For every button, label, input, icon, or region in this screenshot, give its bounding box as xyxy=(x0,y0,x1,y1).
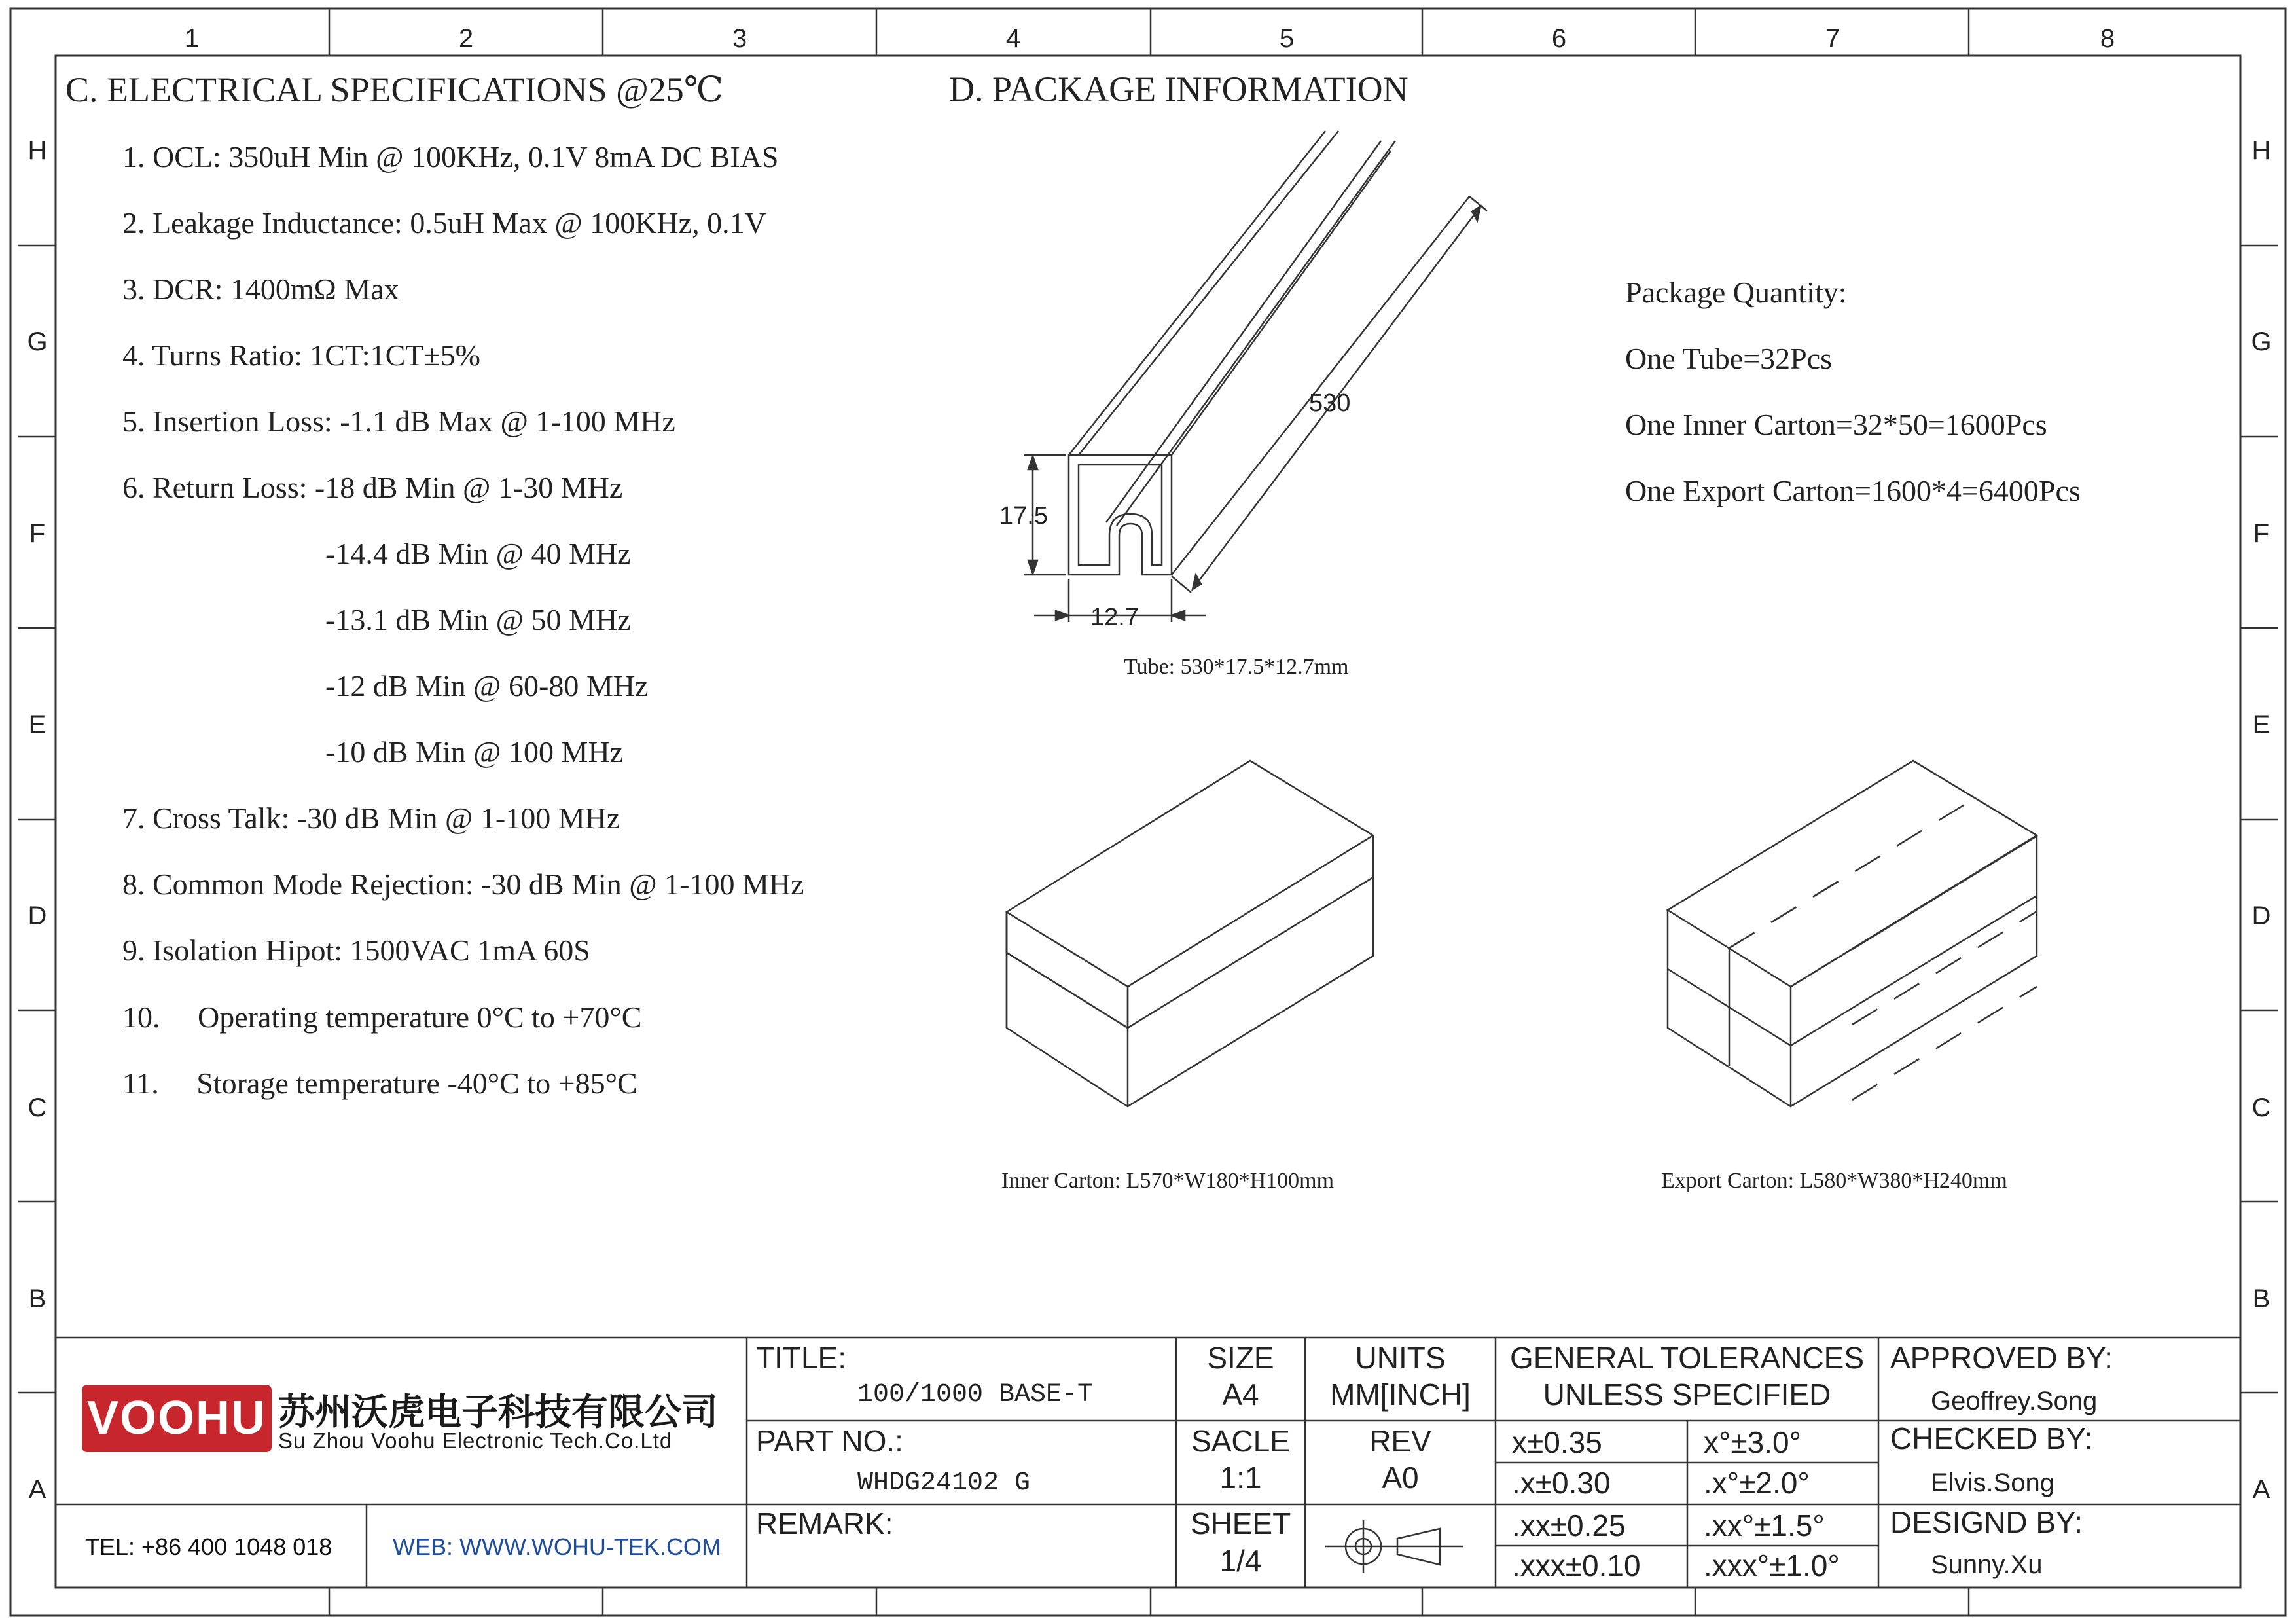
zone-col-7: 7 xyxy=(1825,24,1840,53)
zone-row-c-left: C xyxy=(27,1093,47,1122)
sheet-label: SHEET xyxy=(1190,1506,1291,1541)
inner-carton-drawing xyxy=(1007,761,1373,1028)
zone-row-e-left: E xyxy=(28,710,46,739)
rev-label: REV xyxy=(1369,1424,1431,1458)
zone-row-e-right: E xyxy=(2252,710,2270,739)
zone-row-d-left: D xyxy=(27,902,47,930)
qty-inner-carton: One Inner Carton=32*50=1600Pcs xyxy=(1625,408,2047,441)
inner-carton-caption: Inner Carton: L570*W180*H100mm xyxy=(1001,1169,1335,1193)
package-quantity-title: Package Quantity: xyxy=(1625,276,1847,309)
sheet-value: 1/4 xyxy=(1219,1544,1262,1578)
tube-caption: Tube: 530*17.5*12.7mm xyxy=(1124,655,1349,679)
package-info-title: D. PACKAGE INFORMATION xyxy=(949,69,1408,109)
part-no-value: WHDG24102 G xyxy=(857,1468,1031,1498)
spec-turns-ratio: 4. Turns Ratio: 1CT:1CT±5% xyxy=(122,338,480,372)
part-no-label: PART NO.: xyxy=(756,1424,903,1458)
spec-return-loss-100mhz: -10 dB Min @ 100 MHz xyxy=(325,735,624,769)
zone-row-c-right: C xyxy=(2251,1093,2271,1122)
tube-width-label: 12.7 xyxy=(1090,604,1139,631)
spec-operating-temperature: 10. Operating temperature 0°C to +70°C xyxy=(122,1000,642,1034)
zone-row-a-right: A xyxy=(2252,1475,2270,1504)
export-carton-caption: Export Carton: L580*W380*H240mm xyxy=(1661,1169,2007,1193)
tol-linear-2: .xx±0.25 xyxy=(1512,1508,1626,1542)
zone-row-g-left: G xyxy=(27,327,48,356)
zone-col-5: 5 xyxy=(1279,24,1295,53)
tol-angular-2: .xx°±1.5° xyxy=(1704,1508,1825,1542)
logo-text: VOOHU xyxy=(86,1392,267,1444)
remark-label: REMARK: xyxy=(756,1506,893,1541)
rev-value: A0 xyxy=(1382,1461,1419,1495)
qty-export-carton: One Export Carton=1600*4=6400Pcs xyxy=(1625,474,2081,507)
tol-linear-3: .xxx±0.10 xyxy=(1512,1548,1641,1582)
tol-angular-0: x°±3.0° xyxy=(1704,1425,1801,1459)
checked-by-label: CHECKED BY: xyxy=(1890,1421,2093,1455)
tube-drawing xyxy=(1024,131,1487,622)
designed-by-value: Sunny.Xu xyxy=(1931,1550,2043,1579)
zone-row-f-right: F xyxy=(2253,519,2270,548)
company-tel: TEL: +86 400 1048 018 xyxy=(85,1533,332,1560)
zone-row-g-right: G xyxy=(2251,327,2272,356)
company-web-link[interactable]: WEB: WWW.WOHU-TEK.COM xyxy=(393,1533,721,1560)
company-name-en: Su Zhou Voohu Electronic Tech.Co.Ltd xyxy=(278,1429,673,1453)
zone-row-b-left: B xyxy=(28,1285,46,1313)
units-value: MM[INCH] xyxy=(1330,1377,1471,1412)
units-label: UNITS xyxy=(1355,1341,1446,1375)
spec-insertion-loss: 5. Insertion Loss: -1.1 dB Max @ 1-100 MHz xyxy=(122,405,675,438)
zone-col-8: 8 xyxy=(2100,24,2115,53)
size-value: A4 xyxy=(1222,1377,1259,1412)
spec-isolation-hipot: 9. Isolation Hipot: 1500VAC 1mA 60S xyxy=(122,934,590,967)
spec-dcr: 3. DCR: 1400mΩ Max xyxy=(122,272,399,306)
spec-cross-talk: 7. Cross Talk: -30 dB Min @ 1-100 MHz xyxy=(122,801,620,835)
spec-common-mode-rejection: 8. Common Mode Rejection: -30 dB Min @ 1-100 MHz xyxy=(122,867,804,901)
zone-row-h-left: H xyxy=(27,136,47,165)
spec-storage-temperature: 11. Storage temperature -40°C to +85°C xyxy=(122,1067,637,1100)
zone-col-1: 1 xyxy=(184,24,200,53)
tube-height-label: 17.5 xyxy=(999,502,1048,530)
scale-value: 1:1 xyxy=(1219,1461,1262,1495)
spec-return-loss: 6. Return Loss: -18 dB Min @ 1-30 MHz xyxy=(122,471,623,504)
spec-ocl: 1. OCL: 350uH Min @ 100KHz, 0.1V 8mA DC BIAS xyxy=(122,140,779,173)
qty-one-tube: One Tube=32Pcs xyxy=(1625,342,1833,375)
zone-col-4: 4 xyxy=(1005,24,1021,53)
checked-by-value: Elvis.Song xyxy=(1931,1468,2054,1497)
export-carton-tape xyxy=(1729,798,2037,1100)
tube-length-label: 530 xyxy=(1309,390,1351,417)
size-label: SIZE xyxy=(1207,1341,1274,1375)
zone-col-2: 2 xyxy=(458,24,474,53)
title-value: 100/1000 BASE-T xyxy=(857,1380,1094,1410)
tolerances-title: GENERAL TOLERANCES xyxy=(1509,1341,1865,1375)
projection-symbol xyxy=(1325,1520,1463,1573)
tol-linear-0: x±0.35 xyxy=(1512,1425,1602,1459)
approved-by-value: Geoffrey.Song xyxy=(1931,1387,2098,1415)
zone-row-b-right: B xyxy=(2252,1285,2270,1313)
spec-return-loss-50mhz: -13.1 dB Min @ 50 MHz xyxy=(325,603,631,636)
scale-label: SACLE xyxy=(1191,1424,1290,1458)
company-name-cn: 苏州沃虎电子科技有限公司 xyxy=(278,1391,718,1432)
zone-row-a-left: A xyxy=(28,1475,46,1504)
zone-row-f-left: F xyxy=(29,519,46,548)
approved-by-label: APPROVED BY: xyxy=(1890,1341,2113,1375)
title-label: TITLE: xyxy=(756,1341,847,1375)
export-carton-drawing xyxy=(1668,761,2037,1106)
zone-row-d-right: D xyxy=(2251,902,2271,930)
inner-carton-outline xyxy=(1007,835,1373,1106)
zone-col-3: 3 xyxy=(732,24,747,53)
zone-row-h-right: H xyxy=(2251,136,2271,165)
company-logo xyxy=(82,1385,272,1452)
zone-col-6: 6 xyxy=(1551,24,1567,53)
spec-return-loss-60-80mhz: -12 dB Min @ 60-80 MHz xyxy=(325,669,649,702)
designed-by-label: DESIGND BY: xyxy=(1890,1505,2083,1539)
tol-angular-1: .x°±2.0° xyxy=(1704,1466,1810,1500)
spec-return-loss-40mhz: -14.4 dB Min @ 40 MHz xyxy=(325,537,631,570)
tol-linear-1: .x±0.30 xyxy=(1512,1466,1611,1500)
tolerances-subtitle: UNLESS SPECIFIED xyxy=(1543,1377,1831,1412)
spec-leakage-inductance: 2. Leakage Inductance: 0.5uH Max @ 100KHz, 0.1V xyxy=(122,206,766,240)
tol-angular-3: .xxx°±1.0° xyxy=(1704,1548,1840,1582)
electrical-spec-title: C. ELECTRICAL SPECIFICATIONS @25℃ xyxy=(65,70,724,109)
